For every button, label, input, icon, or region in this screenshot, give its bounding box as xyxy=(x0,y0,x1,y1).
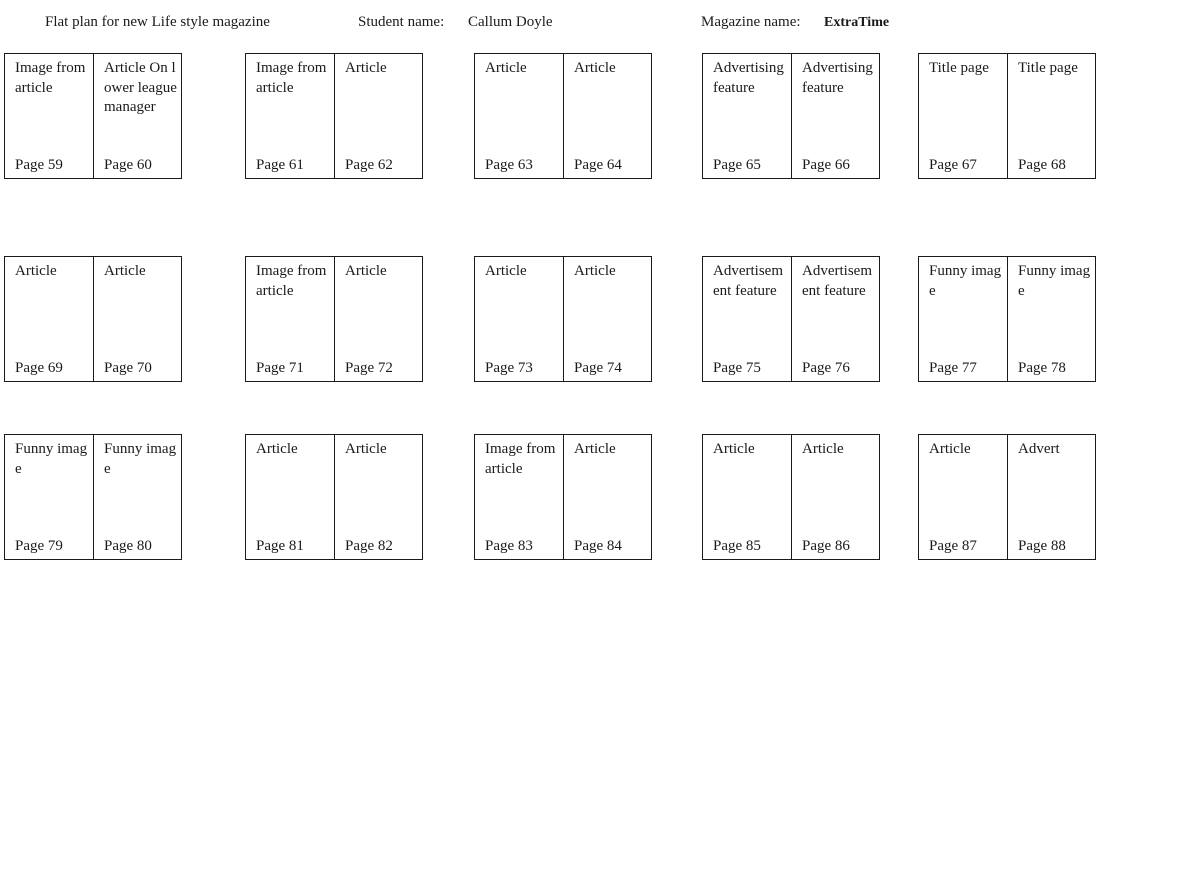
page-number: Page 59 xyxy=(15,157,63,173)
page-content-label: Article xyxy=(256,441,298,457)
page-spread xyxy=(245,256,423,382)
page-content-label: Article On lower league manager xyxy=(104,60,177,115)
page-content-label: Article xyxy=(15,263,57,279)
student-name-value: Callum Doyle xyxy=(468,14,553,30)
magazine-page xyxy=(5,54,93,178)
magazine-page xyxy=(703,257,791,381)
page-content-label: Funny image xyxy=(15,441,88,477)
page-spread xyxy=(474,434,652,560)
magazine-page xyxy=(563,54,651,178)
magazine-page xyxy=(475,54,563,178)
page-spread xyxy=(702,434,880,560)
page-number: Page 77 xyxy=(929,360,977,376)
page-number: Page 72 xyxy=(345,360,393,376)
page-number: Page 86 xyxy=(802,538,850,554)
page-spread xyxy=(702,256,880,382)
page-content-label: Article xyxy=(345,441,387,457)
page-spread xyxy=(474,53,652,179)
page-number: Page 75 xyxy=(713,360,761,376)
page-spread xyxy=(702,53,880,179)
magazine-page xyxy=(791,54,879,178)
magazine-page xyxy=(1007,257,1095,381)
page-content-label: Article xyxy=(802,441,844,457)
plan-title: Flat plan for new Life style magazine xyxy=(45,14,270,30)
page-spread xyxy=(4,256,182,382)
magazine-page xyxy=(563,435,651,559)
magazine-page xyxy=(93,257,181,381)
magazine-page xyxy=(246,435,334,559)
page-spread xyxy=(245,53,423,179)
page-number: Page 76 xyxy=(802,360,850,376)
magazine-page xyxy=(563,257,651,381)
page-content-label: Image from article xyxy=(485,441,556,477)
magazine-page xyxy=(334,257,422,381)
magazine-page xyxy=(919,54,1007,178)
magazine-page xyxy=(1007,54,1095,178)
magazine-page xyxy=(919,435,1007,559)
magazine-page xyxy=(5,257,93,381)
page-content-label: Article xyxy=(574,60,616,76)
page-number: Page 71 xyxy=(256,360,304,376)
magazine-page xyxy=(791,435,879,559)
page-content-label: Article xyxy=(485,263,527,279)
page-number: Page 62 xyxy=(345,157,393,173)
page-number: Page 64 xyxy=(574,157,622,173)
page-number: Page 63 xyxy=(485,157,533,173)
page-number: Page 88 xyxy=(1018,538,1066,554)
page-number: Page 79 xyxy=(15,538,63,554)
page-spread xyxy=(918,434,1096,560)
magazine-page xyxy=(475,257,563,381)
magazine-page xyxy=(5,435,93,559)
page-number: Page 60 xyxy=(104,157,152,173)
magazine-page xyxy=(246,257,334,381)
page-content-label: Funny image xyxy=(929,263,1002,299)
page-spread xyxy=(918,256,1096,382)
magazine-name-label: Magazine name: xyxy=(701,14,801,30)
page-content-label: Advert xyxy=(1018,441,1060,457)
page-number: Page 65 xyxy=(713,157,761,173)
magazine-page xyxy=(475,435,563,559)
page-number: Page 69 xyxy=(15,360,63,376)
page-number: Page 70 xyxy=(104,360,152,376)
page-number: Page 67 xyxy=(929,157,977,173)
student-name-label: Student name: xyxy=(358,14,445,30)
page-number: Page 84 xyxy=(574,538,622,554)
page-content-label: Advertisement feature xyxy=(713,263,783,299)
page-number: Page 82 xyxy=(345,538,393,554)
page-content-label: Funny image xyxy=(104,441,177,477)
page-number: Page 73 xyxy=(485,360,533,376)
page-number: Page 87 xyxy=(929,538,977,554)
page-content-label: Advertising feature xyxy=(802,60,873,96)
page-spread xyxy=(245,434,423,560)
page-spread xyxy=(474,256,652,382)
page-number: Page 78 xyxy=(1018,360,1066,376)
page-number: Page 74 xyxy=(574,360,622,376)
magazine-name-value: ExtraTime xyxy=(824,15,890,30)
page-content-label: Article xyxy=(345,263,387,279)
page-spread xyxy=(4,53,182,179)
magazine-page xyxy=(919,257,1007,381)
page-content-label: Article xyxy=(104,263,146,279)
page-spread xyxy=(4,434,182,560)
magazine-page xyxy=(1007,435,1095,559)
magazine-page xyxy=(703,435,791,559)
page-content-label: Image from article xyxy=(15,60,86,96)
page-content-label: Advertisement feature xyxy=(802,263,872,299)
page-content-label: Image from article xyxy=(256,60,327,96)
page-number: Page 85 xyxy=(713,538,761,554)
page-content-label: Title page xyxy=(929,60,989,76)
page-spread xyxy=(918,53,1096,179)
page-number: Page 61 xyxy=(256,157,304,173)
page-content-label: Article xyxy=(713,441,755,457)
page-content-label: Image from article xyxy=(256,263,327,299)
page-number: Page 68 xyxy=(1018,157,1066,173)
magazine-page xyxy=(246,54,334,178)
page-content-label: Article xyxy=(929,441,971,457)
magazine-page xyxy=(93,54,181,178)
magazine-page xyxy=(334,54,422,178)
page-content-label: Funny image xyxy=(1018,263,1091,299)
magazine-page xyxy=(703,54,791,178)
magazine-page xyxy=(334,435,422,559)
page-content-label: Advertising feature xyxy=(713,60,784,96)
page-content-label: Article xyxy=(574,263,616,279)
page-content-label: Article xyxy=(485,60,527,76)
page-number: Page 66 xyxy=(802,157,850,173)
page-number: Page 80 xyxy=(104,538,152,554)
page-number: Page 81 xyxy=(256,538,304,554)
page-content-label: Article xyxy=(345,60,387,76)
page-content-label: Title page xyxy=(1018,60,1078,76)
page-content-label: Article xyxy=(574,441,616,457)
page-number: Page 83 xyxy=(485,538,533,554)
magazine-page xyxy=(791,257,879,381)
magazine-page xyxy=(93,435,181,559)
